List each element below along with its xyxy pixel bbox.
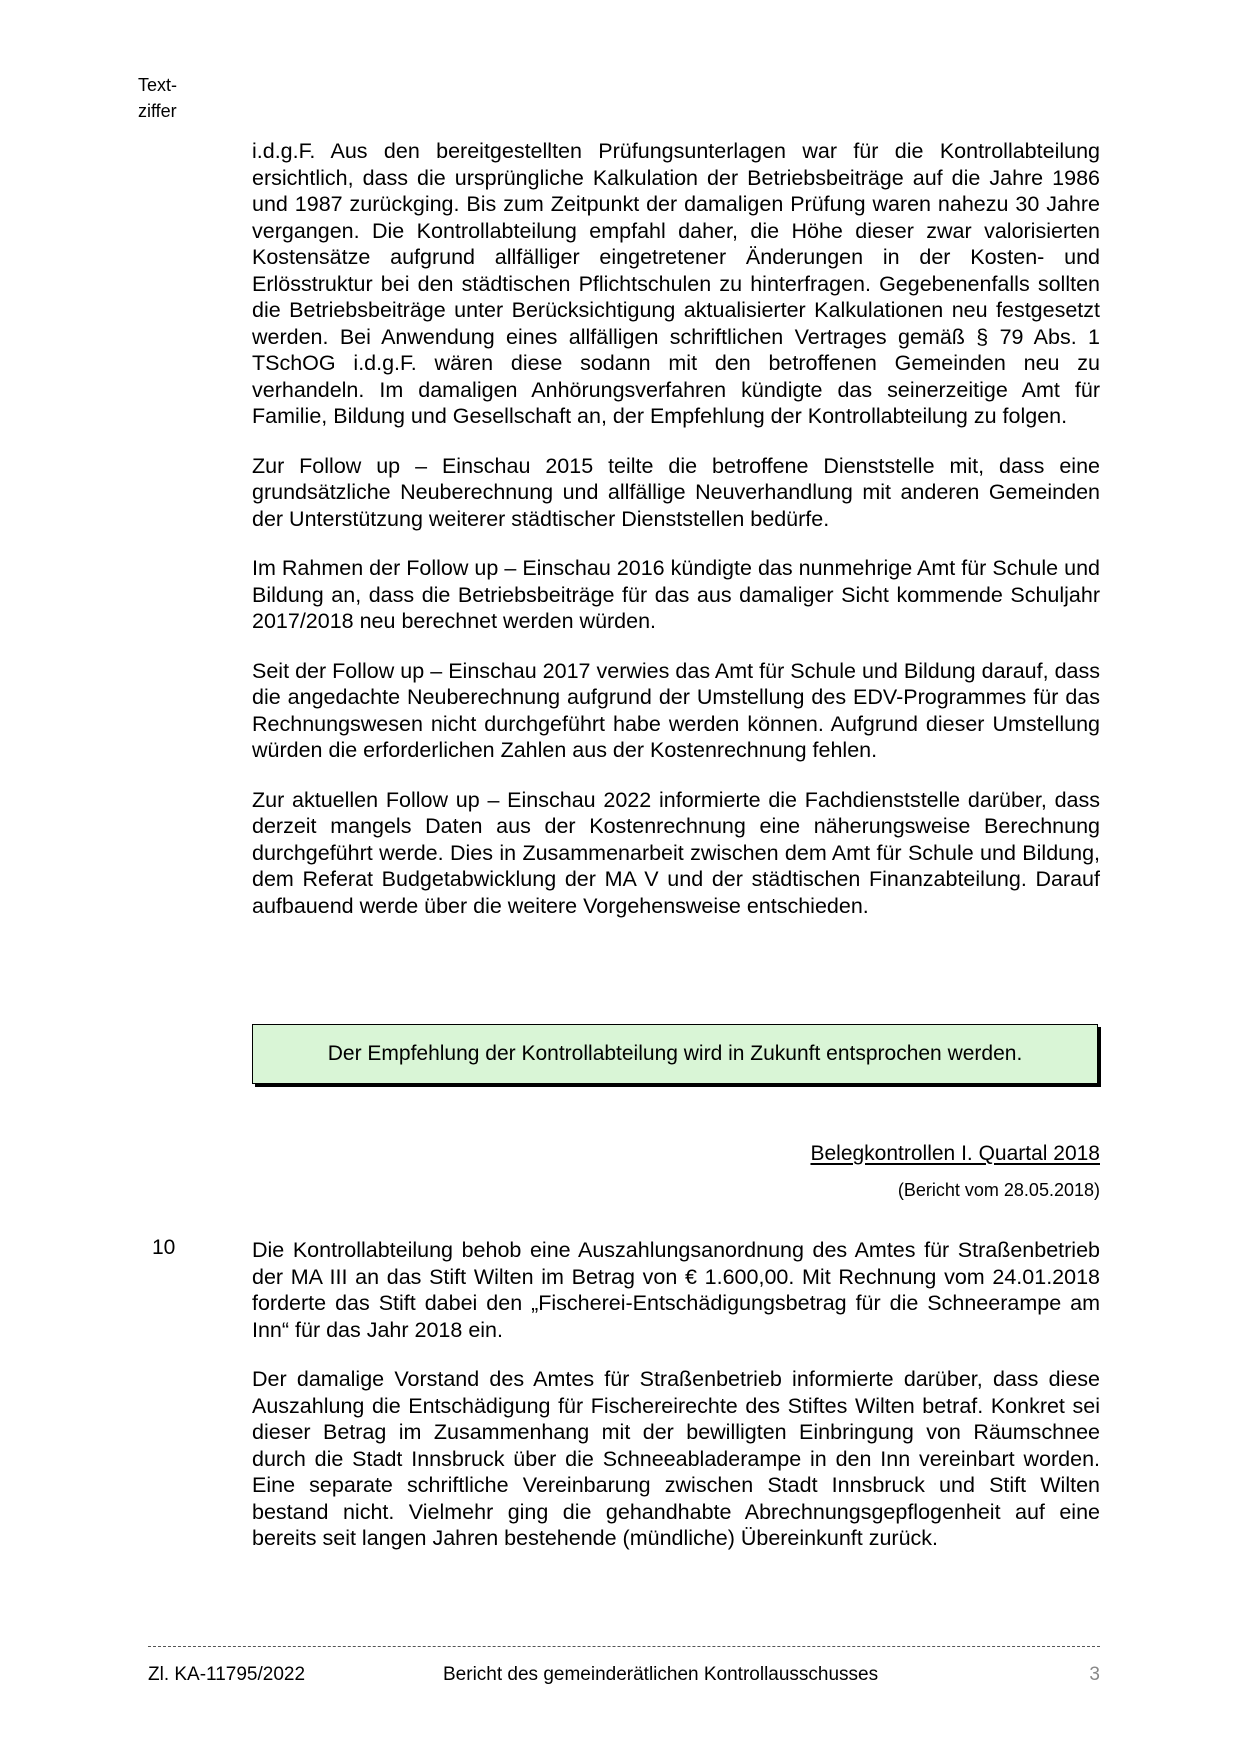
footer-reference: Zl. KA-11795/2022: [148, 1664, 306, 1685]
section-title: Belegkontrollen I. Quartal 2018: [810, 1142, 1100, 1165]
section-report-date: (Bericht vom 28.05.2018): [897, 1180, 1100, 1200]
paragraph-follow-up-2016: Im Rahmen der Follow up – Einschau 2016 kündigte das nunmehrige Amt für Schule und Bildung an, dass die Betriebsbeiträge für das aus damaliger Sicht kommende Schuljahr 2017/2018 neu berechnet werden würden.: [252, 556, 1100, 633]
recommendation-text: Der Empfehlung der Kontrollabteilung wird in Zukunft entsprochen werden.: [327, 1042, 1023, 1065]
page-number: 3: [1089, 1664, 1100, 1685]
textziffer-number: 10: [152, 1236, 176, 1259]
paragraph-fischereirechte: Der damalige Vorstand des Amtes für Straßenbetrieb informierte darüber, dass diese Auszahlung die Entschädigung für Fischereirechte des Stiftes Wilten betraf. Konkret sei dieser Betrag im Zusammenhang mit der bewilligten Einbringung von Räumschnee durch die Stadt Innsbruck über die Schneeabladerampe in den Inn vereinbart worden. Eine separate schriftliche Vereinbarung zwischen Stadt Innsbruck und Stift Wilten bestand nicht. Vielmehr ging die gehandhabte Abrechnungsgepflogenheit auf eine bereits seit langen Jahren bestehende (mündliche) Übereinkunft zurück.: [252, 1367, 1100, 1550]
paragraph-follow-up-2022: Zur aktuellen Follow up – Einschau 2022 informierte die Fachdienststelle darüber, dass derzeit mangels Daten aus der Kostenrechnung eine näherungsweise Berechnung durchgeführt werde. Dies in Zusammenarbeit zwischen dem Amt für Schule und Bildung, dem Referat Budgetabwicklung der MA V und der städtischen Finanzabteilung. Darauf aufbauend werde über die weitere Vorgehensweise entschieden.: [252, 787, 1100, 918]
paragraph-kalkulation: i.d.g.F. Aus den bereitgestellten Prüfungsunterlagen war für die Kontrollabteilung ersichtlich, dass die ursprüngliche Kalkulation der Betriebsbeiträge auf die Jahre 1986 und 1987 zurückging. Bis zum Zeitpunkt der damaligen Prüfung waren nahezu 30 Jahre vergangen. Die Kontrollabteilung empfahl daher, die Höhe dieser zwar valorisierten Kostensätze aufgrund allfälliger eingetretener Änderungen in der Kosten- und Erlösstruktur bei den städtischen Pflichtschulen zu hinterfragen. Gegebenenfalls sollten die Betriebsbeiträge unter Berücksichtigung aktualisierter Kalkulationen neu festgesetzt werden. Bei Anwendung eines allfälligen schriftlichen Vertrages gemäß § 79 Abs. 1 TSchOG i.d.g.F. wären diese sodann mit den betroffenen Gemeinden neu zu verhandeln. Im damaligen Anhörungsverfahren kündigte das seinerzeitige Amt für Familie, Bildung und Gesellschaft an, der Empfehlung der Kontrollabteilung zu folgen.: [252, 139, 1100, 428]
margin-label-textziffer: Text- ziffer: [138, 75, 178, 121]
paragraph-follow-up-2015: Zur Follow up – Einschau 2015 teilte die betroffene Dienststelle mit, dass eine grundsätzliche Neuberechnung und allfällige Neuverhandlung mit anderen Gemeinden der Unterstützung weiterer städtischer Dienststellen bedürfe.: [252, 453, 1100, 531]
paragraph-auszahlungsanordnung: Die Kontrollabteilung behob eine Auszahlungsanordnung des Amtes für Straßenbetrieb der MA III an das Stift Wilten im Betrag von € 1.600,00. Mit Rechnung vom 24.01.2018 forderte das Stift dabei den „Fischerei-Entschädigungsbetrag für die Schneerampe am Inn“ für das Jahr 2018 ein.: [252, 1238, 1100, 1342]
footer-title: Bericht des gemeinderätlichen Kontrollausschusses: [443, 1664, 879, 1685]
footer-divider: [148, 1646, 1100, 1647]
body-text-top: [252, 138, 1100, 919]
body-text-bottom: [252, 1237, 1100, 1552]
paragraph-follow-up-2017: Seit der Follow up – Einschau 2017 verwies das Amt für Schule und Bildung darauf, dass die angedachte Neuberechnung aufgrund der Umstellung des EDV-Programmes für das Rechnungswesen nicht durchgeführt habe werden können. Aufgrund dieser Umstellung würden die erforderlichen Zahlen aus der Kostenrechnung fehlen.: [252, 658, 1100, 762]
recommendation-box: [252, 1024, 1098, 1084]
